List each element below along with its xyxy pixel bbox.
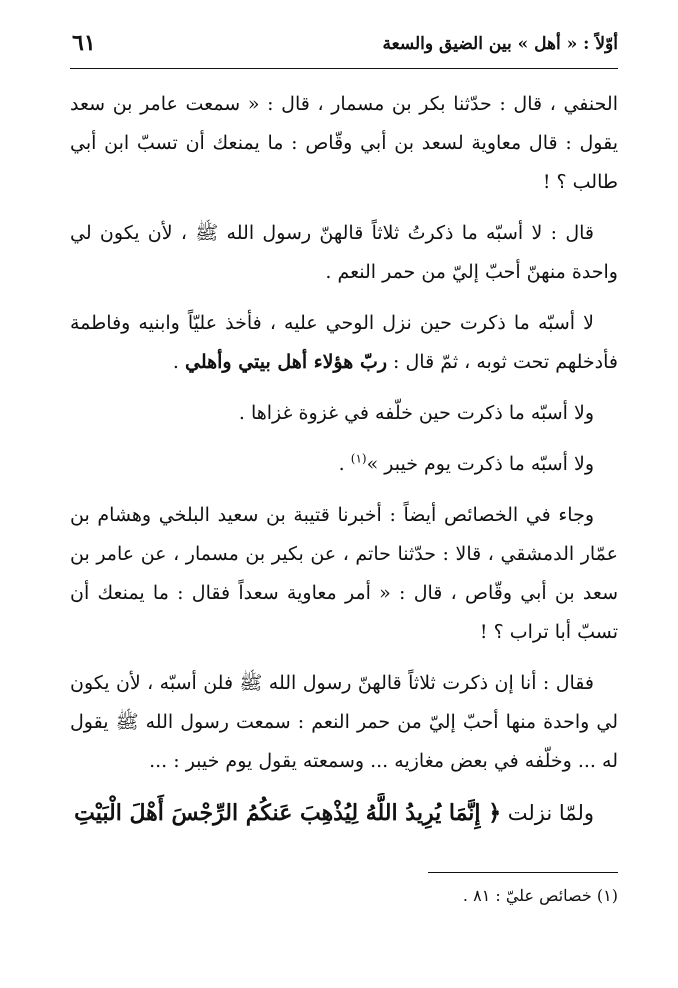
running-title: أوّلاً : « أهل » بين الضيق والسعة (382, 34, 618, 54)
paragraph-text: ولا أسبّه ما ذكرت حين خلّفه في غزوة غزاها . (238, 402, 594, 424)
page-number: ٦١ (72, 30, 96, 56)
prophet-quote-bold: ربّ هؤلاء أهل بيتي وأهلي (185, 351, 388, 373)
paragraph-text: . (338, 453, 351, 475)
paragraph-4 (70, 394, 618, 433)
quran-verse-line (70, 793, 618, 833)
paragraph-2 (70, 214, 618, 292)
footnote-reference: (١) (350, 451, 367, 466)
document-page (70, 28, 618, 905)
paragraph-text: وجاء في الخصائص أيضاً : أخبرنا قتيبة بن سعيد البلخي وهشام بن عمّار الدمشقي ، قالا : حدّثنا حاتم ، عن بكير بن مسمار ، عن عامر بن سعد بن أبي وقّاص ، قال : « أمر معاوية سعداً فقال : ما يمنعك أن تسبّ أبا تراب ؟ ! (70, 504, 618, 643)
paragraph-text: قال : لا أسبّه ما ذكرتُ ثلاثاً قالهنّ رسول الله ﷺ ، لأن يكون لي واحدة منهنّ أحبّ إليّ من حمر النعم . (70, 222, 618, 283)
quran-verse: ﴿ إِنَّمَا يُرِيدُ اللَّهُ لِيُذْهِبَ عَنكُمُ الرِّجْسَ أَهْلَ الْبَيْتِ (74, 800, 502, 826)
paragraph-5 (70, 445, 618, 484)
paragraph-3 (70, 304, 618, 382)
paragraph-6 (70, 496, 618, 652)
paragraph-text: لا أسبّه ما ذكرت حين نزل الوحي عليه ، فأخذ عليّاً وابنيه وفاطمة فأدخلهم تحت ثوبه ، ثمّ قال : (70, 312, 618, 373)
paragraph-1 (70, 85, 618, 202)
footnote-marker: (١) (596, 886, 618, 905)
footnote-divider (428, 872, 618, 873)
page-body (70, 85, 618, 833)
footnote (463, 886, 618, 905)
footnote-text: خصائص عليّ : ٨١ . (462, 886, 592, 905)
paragraph-7 (70, 664, 618, 781)
paragraph-text: فقال : أنا إن ذكرت ثلاثاً قالهنّ رسول الله ﷺ فلن أسبّه ، لأن يكون لي واحدة منها أحبّ إليّ من حمر النعم : سمعت رسول الله ﷺ يقول له ... وخلّفه في بعض مغازيه ... وسمعته يقول يوم خيبر : ... (70, 672, 618, 772)
paragraph-text: ولا أسبّه ما ذكرت يوم خيبر » (366, 453, 594, 475)
quran-prefix: ولمّا نزلت (507, 801, 594, 825)
page-header (70, 28, 618, 69)
paragraph-text: . (172, 351, 185, 373)
paragraph-text: الحنفي ، قال : حدّثنا بكر بن مسمار ، قال : « سمعت عامر بن سعد يقول : قال معاوية لسعد بن أبي وقّاص : ما يمنعك أن تسبّ ابن أبي طالب ؟ ! (70, 93, 618, 193)
